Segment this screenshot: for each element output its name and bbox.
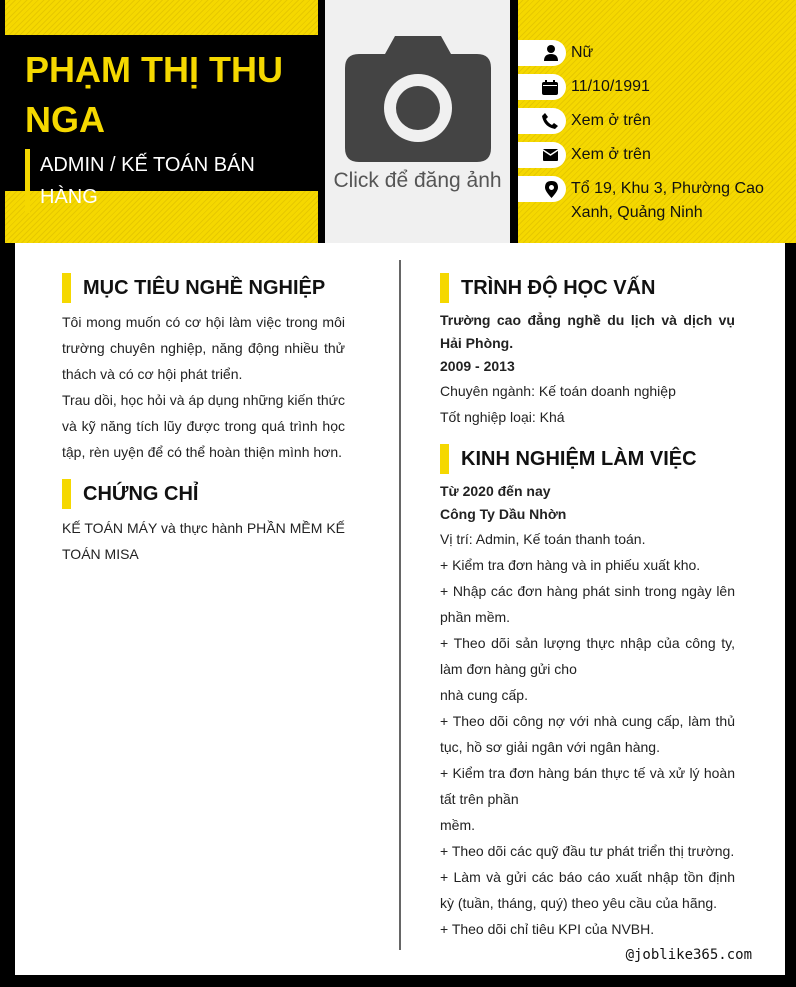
email-icon <box>543 149 558 161</box>
camera-icon <box>345 36 491 162</box>
section-title: CHỨNG CHỈ <box>62 479 345 509</box>
section-title: MỤC TIÊU NGHỀ NGHIỆP <box>62 273 345 303</box>
name-box <box>5 35 318 208</box>
info-birthday: 11/10/1991 <box>518 74 796 100</box>
phone-icon <box>542 113 558 129</box>
column-divider <box>399 260 401 950</box>
info-phone: Xem ở trên <box>518 108 796 134</box>
section-title: KINH NGHIỆM LÀM VIỆC <box>440 444 735 474</box>
candidate-name: PHẠM THỊ THU NGA <box>25 49 283 140</box>
personal-info <box>518 0 796 243</box>
certificates-section: CHỨNG CHỈ KẾ TOÁN MÁY và thực hành PHẦN MỀM KẾ TOÁN MISA <box>62 479 345 567</box>
info-gender: Nữ <box>518 40 796 66</box>
info-email: Xem ở trên <box>518 142 796 168</box>
photo-upload[interactable] <box>325 0 510 243</box>
education-section: TRÌNH ĐỘ HỌC VẤN Trường cao đẳng nghề du lịch và dịch vụ Hải Phòng. 2009 - 2013 Chuyên ngành: Kế toán doanh nghiệp Tốt nghiệp loại: Khá <box>440 273 735 430</box>
location-icon <box>545 181 558 198</box>
user-icon <box>544 45 558 61</box>
job-title: ADMIN / KẾ TOÁN BÁN HÀNG <box>25 149 298 213</box>
photo-label: Click để đăng ảnh <box>333 169 502 192</box>
experience-section: KINH NGHIỆM LÀM VIỆC Từ 2020 đến nay Công Ty Dầu Nhờn Vị trí: Admin, Kế toán thanh toán. + Kiểm tra đơn hàng và in phiếu xuất kho. + Nhập các đơn hàng phát sinh trong ngày lên phần mềm. + Theo dõi sản lượng thực nhập của công ty, làm đơn hàng gửi cho nhà cung cấp. + Theo dõi công nợ với nhà cung cấp, làm thủ tục, hồ sơ giải ngân với ngân hàng. + Kiểm tra đơn hàng bán thực tế và xử lý hoàn tất trên phần mềm. + Theo dõi các quỹ đầu tư phát triển thị trường. + Làm và gửi các báo cáo xuất nhập tồn định kỳ (tuần, tháng, quý) theo yêu cầu của hãng. + Theo dõi chỉ tiêu KPI của NVBH. <box>440 444 735 942</box>
objective-section: MỤC TIÊU NGHỀ NGHIỆP Tôi mong muốn có cơ hội làm việc trong môi trường chuyên nghiệp, năng động nhiều thử thách và có cơ hội phát triển. Trau dồi, học hỏi và áp dụng những kiến thức và kỹ năng tích lũy được trong quá trình học tập, rèn uyện để có thể hoàn thiện mình hơn. <box>62 273 345 465</box>
section-title: TRÌNH ĐỘ HỌC VẤN <box>440 273 735 303</box>
info-address: Tổ 19, Khu 3, Phường Cao Xanh, Quảng Ninh <box>518 176 796 225</box>
calendar-icon <box>542 80 558 95</box>
cv-body <box>15 243 785 975</box>
watermark: @joblike365.com <box>625 947 752 963</box>
